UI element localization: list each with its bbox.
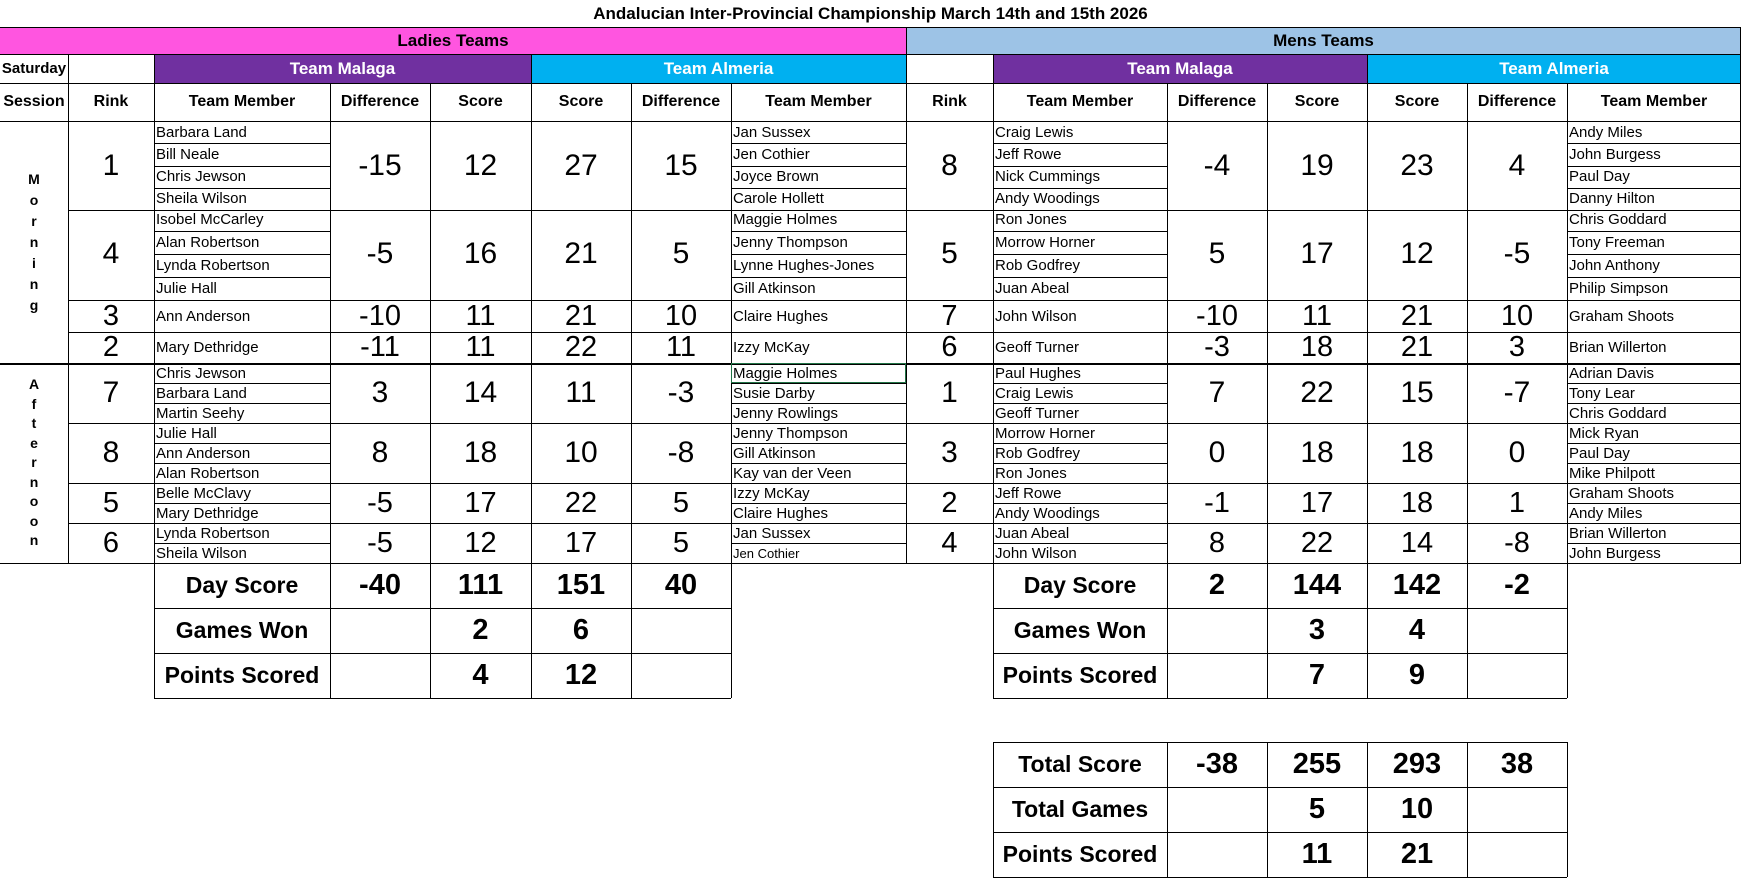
ladies-team-almeria: Team Almeria xyxy=(663,58,774,78)
grid-line xyxy=(531,563,532,698)
mens-almeria-member: Graham Shoots xyxy=(1569,484,1675,502)
mens-summary-label: Points Scored xyxy=(1002,662,1158,688)
ladies-rink-number: 2 xyxy=(102,332,120,363)
mens-summary-almeria-difference: -2 xyxy=(1504,569,1530,601)
session-letter: o xyxy=(29,493,39,510)
mens-almeria-member: Tony Lear xyxy=(1569,384,1635,402)
mens-malaga-member: Jeff Rowe xyxy=(995,484,1062,502)
ladies-almeria-score: 10 xyxy=(564,436,598,469)
mens-malaga-member: Craig Lewis xyxy=(995,123,1074,141)
mens-malaga-score: 17 xyxy=(1300,237,1334,270)
mens-almeria-member: Mick Ryan xyxy=(1569,424,1640,442)
grid-line xyxy=(993,698,1567,699)
mens-malaga-difference: 5 xyxy=(1208,237,1226,270)
ladies-malaga-member: Martin Seehy xyxy=(156,404,245,422)
mens-almeria-score: 18 xyxy=(1400,436,1434,469)
grid-line xyxy=(1567,742,1568,877)
ladies-almeria-member: Jenny Thompson xyxy=(733,234,848,251)
ladies-almeria-member: Susie Darby xyxy=(733,384,815,402)
grid-line xyxy=(0,27,1741,28)
ladies-malaga-difference: 3 xyxy=(371,376,389,409)
header-difference: Difference xyxy=(1477,93,1557,110)
session-letter: n xyxy=(29,473,39,490)
mens-malaga-member: Craig Lewis xyxy=(995,384,1074,402)
mens-almeria-difference: -8 xyxy=(1504,526,1530,559)
totals-almeria-difference xyxy=(1467,787,1567,832)
ladies-rink-number: 5 xyxy=(102,486,120,519)
ladies-summary-almeria-difference xyxy=(631,608,731,653)
mens-almeria-member: John Burgess xyxy=(1569,145,1661,163)
session-letter: i xyxy=(32,254,36,271)
session-morning xyxy=(0,121,68,363)
ladies-almeria-member: Jan Sussex xyxy=(733,123,811,141)
mens-summary-malaga-difference xyxy=(1167,608,1267,653)
ladies-malaga-difference: -5 xyxy=(366,237,394,270)
mens-almeria-member: Paul Day xyxy=(1569,444,1630,462)
totals-almeria-score: 10 xyxy=(1400,793,1434,825)
ladies-rink-number: 8 xyxy=(102,436,120,469)
session-letter: f xyxy=(31,395,37,412)
mens-almeria-member: Tony Freeman xyxy=(1569,234,1665,251)
header-rink: Rink xyxy=(932,93,967,110)
ladies-summary-almeria-score: 6 xyxy=(572,614,590,646)
session-letter: n xyxy=(29,532,39,549)
grid-line xyxy=(1567,563,1568,698)
mens-summary-malaga-difference: 2 xyxy=(1208,569,1226,601)
ladies-malaga-score: 11 xyxy=(465,332,496,363)
mens-malaga-member: Ron Jones xyxy=(995,211,1067,228)
mens-malaga-score: 17 xyxy=(1300,486,1334,519)
mens-malaga-member: Jeff Rowe xyxy=(995,145,1062,163)
grid-line xyxy=(1267,83,1268,563)
ladies-almeria-score: 11 xyxy=(565,376,597,409)
mens-almeria-member: Andy Miles xyxy=(1569,123,1643,141)
session-letter: t xyxy=(31,415,37,432)
mens-almeria-difference: 0 xyxy=(1508,436,1526,469)
grid-line xyxy=(1167,83,1168,563)
mens-malaga-member: Nick Cummings xyxy=(995,168,1101,186)
grid-line xyxy=(1567,83,1568,563)
mens-malaga-score: 11 xyxy=(1301,300,1333,332)
mens-summary-almeria-score: 142 xyxy=(1392,569,1442,601)
ladies-malaga-difference: -10 xyxy=(359,300,401,332)
ladies-almeria-score: 17 xyxy=(564,526,598,559)
ladies-malaga-score: 16 xyxy=(463,237,498,270)
ladies-malaga-score: 12 xyxy=(463,148,498,182)
ladies-malaga-score: 17 xyxy=(464,486,497,519)
ladies-almeria-member: Jenny Thompson xyxy=(733,424,848,442)
header-score: Score xyxy=(558,93,604,110)
ladies-summary-label: Games Won xyxy=(175,617,309,643)
mens-team-malaga: Team Malaga xyxy=(1127,58,1233,78)
ladies-summary-almeria-score: 151 xyxy=(556,569,606,601)
grid-line xyxy=(430,563,431,698)
day-label: Saturday xyxy=(1,60,67,77)
mens-malaga-member: Geoff Turner xyxy=(995,404,1079,422)
ladies-summary-malaga-difference xyxy=(330,653,430,698)
mens-malaga-difference: -4 xyxy=(1203,148,1231,182)
header-score: Score xyxy=(458,93,503,110)
ladies-almeria-member: Maggie Holmes xyxy=(733,364,838,382)
ladies-malaga-score: 11 xyxy=(465,300,496,332)
ladies-almeria-difference: 11 xyxy=(665,332,697,363)
ladies-almeria-score: 21 xyxy=(564,237,598,270)
session-letter: r xyxy=(31,212,37,229)
grid-line xyxy=(154,54,155,563)
grid-line xyxy=(154,563,155,698)
header-difference: Difference xyxy=(1177,93,1257,110)
session-letter: o xyxy=(29,512,39,529)
ladies-malaga-member: Mary Dethridge xyxy=(156,339,259,356)
mens-almeria-member: Mike Philpott xyxy=(1569,464,1655,482)
header-session: Session xyxy=(3,93,65,110)
ladies-almeria-member: Izzy McKay xyxy=(733,339,810,356)
mens-almeria-score: 14 xyxy=(1400,526,1434,559)
mens-almeria-score: 15 xyxy=(1400,376,1434,409)
ladies-malaga-member: Lynda Robertson xyxy=(156,524,270,542)
grid-line xyxy=(0,363,68,365)
grid-line xyxy=(993,54,994,563)
mens-almeria-member: Chris Goddard xyxy=(1569,404,1667,422)
mens-malaga-member: Rob Godfrey xyxy=(995,444,1081,462)
session-letter: g xyxy=(29,296,39,313)
ladies-malaga-member: Julie Hall xyxy=(156,424,217,442)
mens-rink-number: 3 xyxy=(941,436,958,469)
mens-rink-number: 8 xyxy=(941,148,958,182)
mens-summary-label: Games Won xyxy=(1013,617,1147,643)
ladies-malaga-member: Lynda Robertson xyxy=(156,257,270,274)
session-letter: n xyxy=(29,233,39,250)
ladies-malaga-member: Barbara Land xyxy=(156,123,247,141)
mens-malaga-score: 22 xyxy=(1300,526,1334,559)
mens-malaga-member: Juan Abeal xyxy=(995,280,1070,297)
mens-malaga-member: John Wilson xyxy=(995,544,1077,562)
grid-line xyxy=(993,877,1567,878)
mens-summary-malaga-score: 7 xyxy=(1308,659,1326,691)
page-title: Andalucian Inter-Provincial Championship March 14th and 15th 2026 xyxy=(593,3,1148,23)
session-letter: r xyxy=(31,454,37,471)
mens-almeria-score: 21 xyxy=(1400,332,1434,363)
grid-line xyxy=(1467,742,1468,877)
totals-malaga-difference xyxy=(1167,832,1267,877)
selected-cell-outline[interactable] xyxy=(731,363,906,383)
mens-rink-number: 6 xyxy=(941,332,958,363)
ladies-malaga-member: Sheila Wilson xyxy=(156,544,247,562)
grid-line xyxy=(1467,563,1468,698)
mens-summary-label: Day Score xyxy=(1023,572,1137,598)
mens-summary-almeria-difference xyxy=(1467,653,1567,698)
ladies-rink-number: 3 xyxy=(102,300,120,332)
ladies-rink-number: 6 xyxy=(102,526,120,559)
ladies-almeria-member: Jenny Rowlings xyxy=(733,404,839,422)
mens-almeria-member: Adrian Davis xyxy=(1569,364,1655,382)
grid-line xyxy=(330,563,331,698)
mens-rink-number: 5 xyxy=(941,237,958,270)
grid-line xyxy=(330,83,331,563)
ladies-malaga-member: Sheila Wilson xyxy=(156,190,247,208)
mens-almeria-difference: 4 xyxy=(1508,148,1526,182)
mens-malaga-difference: 7 xyxy=(1208,376,1226,409)
mens-summary-almeria-difference xyxy=(1467,608,1567,653)
ladies-almeria-member: Claire Hughes xyxy=(733,307,829,325)
ladies-malaga-score: 18 xyxy=(463,436,498,469)
grid-line xyxy=(631,563,632,698)
ladies-malaga-score: 14 xyxy=(463,376,498,409)
mens-malaga-member: John Wilson xyxy=(995,307,1077,325)
session-letter: e xyxy=(30,434,38,451)
ladies-summary-malaga-difference: -40 xyxy=(359,569,401,601)
ladies-almeria-member: Jen Cothier xyxy=(733,545,800,561)
totals-malaga-score: 11 xyxy=(1301,838,1333,870)
ladies-almeria-score: 22 xyxy=(564,332,598,363)
mens-almeria-member: Danny Hilton xyxy=(1569,190,1655,208)
mens-malaga-member: Juan Abeal xyxy=(995,524,1070,542)
ladies-almeria-member: Gill Atkinson xyxy=(733,280,816,297)
totals-label: Total Score xyxy=(1018,751,1142,777)
grid-line xyxy=(1167,563,1168,698)
mens-malaga-difference: 8 xyxy=(1208,526,1226,559)
mens-almeria-member: Philip Simpson xyxy=(1569,280,1669,297)
mens-summary-malaga-score: 144 xyxy=(1292,569,1342,601)
grid-line xyxy=(1167,742,1168,877)
mens-malaga-score: 18 xyxy=(1300,332,1334,363)
totals-malaga-score: 255 xyxy=(1292,748,1342,780)
totals-almeria-score: 21 xyxy=(1400,838,1434,870)
grid-line xyxy=(906,27,907,563)
ladies-almeria-member: Carole Hollett xyxy=(733,190,824,208)
ladies-almeria-member: Claire Hughes xyxy=(733,504,829,522)
grid-line xyxy=(0,83,1741,84)
ladies-almeria-difference: 10 xyxy=(664,300,698,332)
mens-almeria-score: 23 xyxy=(1400,148,1434,182)
mens-almeria-score: 21 xyxy=(1400,300,1434,332)
mens-malaga-member: Andy Woodings xyxy=(995,504,1100,522)
grid-line xyxy=(1367,54,1368,563)
totals-almeria-score: 293 xyxy=(1392,748,1442,780)
mens-rink-number: 2 xyxy=(941,486,958,519)
totals-malaga-score: 5 xyxy=(1308,793,1326,825)
grid-line xyxy=(0,121,1741,122)
ladies-summary-malaga-difference xyxy=(330,608,430,653)
ladies-almeria-member: Gill Atkinson xyxy=(733,444,816,462)
grid-line xyxy=(1267,563,1268,698)
ladies-malaga-member: Isobel McCarley xyxy=(156,211,264,228)
mens-malaga-score: 18 xyxy=(1300,436,1334,469)
grid-line xyxy=(731,563,732,698)
mens-rink-number: 1 xyxy=(941,376,958,409)
grid-line xyxy=(68,54,69,563)
grid-line xyxy=(430,83,431,563)
mens-malaga-member: Geoff Turner xyxy=(995,339,1079,356)
ladies-almeria-member: Kay van der Veen xyxy=(733,464,852,482)
ladies-malaga-member: Bill Neale xyxy=(156,145,220,163)
grid-line xyxy=(631,83,632,563)
grid-line xyxy=(1267,742,1268,877)
mens-almeria-member: Andy Miles xyxy=(1569,504,1643,522)
ladies-almeria-difference: -3 xyxy=(667,376,695,409)
ladies-almeria-difference: 5 xyxy=(672,237,690,270)
grid-line xyxy=(1367,563,1368,698)
mens-rink-number: 4 xyxy=(941,526,958,559)
totals-almeria-difference xyxy=(1467,832,1567,877)
mens-almeria-score: 18 xyxy=(1400,486,1434,519)
ladies-almeria-member: Joyce Brown xyxy=(733,168,819,186)
header-member: Team Member xyxy=(765,93,872,110)
ladies-malaga-member: Chris Jewson xyxy=(156,168,247,186)
ladies-almeria-difference: -8 xyxy=(667,436,695,469)
header-score: Score xyxy=(1394,93,1440,110)
session-afternoon xyxy=(0,363,68,563)
grid-line xyxy=(731,83,732,563)
totals-label: Total Games xyxy=(1011,796,1149,822)
grid-line xyxy=(1740,27,1741,563)
mens-almeria-difference: 10 xyxy=(1500,300,1534,332)
ladies-malaga-difference: -11 xyxy=(360,332,400,363)
mens-almeria-member: Paul Day xyxy=(1569,168,1630,186)
ladies-rink-number: 7 xyxy=(102,376,120,409)
session-letter: o xyxy=(29,191,39,208)
ladies-malaga-member: Mary Dethridge xyxy=(156,504,259,522)
ladies-summary-almeria-score: 12 xyxy=(564,659,598,691)
mens-malaga-difference: -10 xyxy=(1196,300,1238,332)
ladies-malaga-member: Chris Jewson xyxy=(156,364,247,382)
ladies-rink-number: 1 xyxy=(102,148,120,182)
ladies-malaga-difference: -5 xyxy=(367,486,393,519)
ladies-summary-malaga-score: 2 xyxy=(472,614,489,646)
ladies-almeria-member: Maggie Holmes xyxy=(733,211,838,228)
ladies-malaga-score: 12 xyxy=(464,526,497,559)
header-rink: Rink xyxy=(93,93,129,110)
grid-line xyxy=(1467,83,1468,563)
ladies-malaga-member: Julie Hall xyxy=(156,280,217,297)
mens-almeria-member: Brian Willerton xyxy=(1569,524,1667,542)
mens-teams-header: Mens Teams xyxy=(1273,30,1374,50)
mens-malaga-score: 19 xyxy=(1300,148,1334,182)
header-member: Team Member xyxy=(1600,93,1708,110)
grid-line xyxy=(1367,742,1368,877)
ladies-rink-number: 4 xyxy=(102,237,120,270)
mens-almeria-difference: -5 xyxy=(1503,237,1531,270)
totals-malaga-difference xyxy=(1167,787,1267,832)
ladies-almeria-member: Izzy McKay xyxy=(733,484,810,502)
mens-malaga-member: Morrow Horner xyxy=(995,424,1096,442)
mens-team-almeria: Team Almeria xyxy=(1499,58,1609,78)
grid-line xyxy=(0,54,1741,55)
header-member: Team Member xyxy=(1026,93,1134,110)
ladies-almeria-score: 22 xyxy=(564,486,598,519)
session-letter: M xyxy=(28,170,40,187)
header-difference: Difference xyxy=(340,93,420,110)
mens-almeria-member: John Burgess xyxy=(1569,544,1661,562)
ladies-summary-almeria-difference xyxy=(631,653,731,698)
ladies-teams-header: Ladies Teams xyxy=(397,30,509,50)
ladies-almeria-member: Jen Cothier xyxy=(733,145,810,163)
totals-malaga-difference: -38 xyxy=(1196,748,1238,780)
mens-rink-number: 7 xyxy=(941,300,958,332)
session-letter: n xyxy=(29,275,39,292)
mens-summary-almeria-score: 4 xyxy=(1408,614,1426,646)
header-member: Team Member xyxy=(188,93,296,110)
mens-malaga-difference: -3 xyxy=(1204,332,1230,363)
mens-almeria-difference: 3 xyxy=(1508,332,1526,363)
header-difference: Difference xyxy=(641,93,721,110)
ladies-summary-label: Day Score xyxy=(185,572,299,598)
grid-line xyxy=(993,563,994,698)
grid-line xyxy=(154,698,731,699)
mens-almeria-member: Chris Goddard xyxy=(1569,211,1667,228)
session-letter: A xyxy=(28,376,40,393)
mens-malaga-member: Rob Godfrey xyxy=(995,257,1081,274)
ladies-almeria-member: Jan Sussex xyxy=(733,524,811,542)
ladies-malaga-member: Alan Robertson xyxy=(156,464,260,482)
mens-summary-malaga-difference xyxy=(1167,653,1267,698)
ladies-almeria-difference: 15 xyxy=(664,148,698,182)
ladies-malaga-difference: 8 xyxy=(371,436,389,469)
grid-line xyxy=(531,54,532,563)
mens-almeria-score: 12 xyxy=(1400,237,1434,270)
ladies-malaga-member: Ann Anderson xyxy=(156,444,251,462)
ladies-summary-almeria-difference: 40 xyxy=(664,569,698,601)
ladies-summary-label: Points Scored xyxy=(164,662,320,688)
mens-almeria-difference: 1 xyxy=(1508,486,1526,519)
mens-malaga-difference: -1 xyxy=(1204,486,1230,519)
mens-malaga-member: Andy Woodings xyxy=(995,190,1100,208)
mens-malaga-score: 22 xyxy=(1300,376,1334,409)
mens-almeria-difference: -7 xyxy=(1503,376,1531,409)
mens-almeria-member: John Anthony xyxy=(1569,257,1660,274)
ladies-almeria-member: Lynne Hughes-Jones xyxy=(733,257,875,274)
header-score: Score xyxy=(1294,93,1340,110)
totals-label: Points Scored xyxy=(1002,841,1158,867)
ladies-almeria-score: 27 xyxy=(564,148,598,182)
totals-almeria-difference: 38 xyxy=(1500,748,1534,780)
ladies-malaga-member: Alan Robertson xyxy=(156,234,260,251)
mens-malaga-member: Ron Jones xyxy=(995,464,1067,482)
ladies-summary-malaga-score: 4 xyxy=(472,659,489,691)
ladies-summary-malaga-score: 111 xyxy=(457,569,504,601)
ladies-almeria-difference: 5 xyxy=(672,526,690,559)
ladies-malaga-difference: -15 xyxy=(358,148,402,182)
grid-line xyxy=(993,742,994,877)
ladies-team-malaga: Team Malaga xyxy=(289,58,396,78)
ladies-almeria-difference: 5 xyxy=(672,486,690,519)
ladies-malaga-member: Belle McClavy xyxy=(156,484,252,502)
mens-malaga-difference: 0 xyxy=(1208,436,1226,469)
ladies-malaga-member: Barbara Land xyxy=(156,384,247,402)
mens-malaga-member: Morrow Horner xyxy=(995,234,1096,251)
mens-summary-almeria-score: 9 xyxy=(1408,659,1426,691)
mens-malaga-member: Paul Hughes xyxy=(995,364,1081,382)
mens-almeria-member: Brian Willerton xyxy=(1569,339,1667,356)
ladies-almeria-score: 21 xyxy=(564,300,598,332)
mens-almeria-member: Graham Shoots xyxy=(1569,307,1675,325)
mens-summary-malaga-score: 3 xyxy=(1308,614,1326,646)
ladies-malaga-difference: -5 xyxy=(367,526,393,559)
ladies-malaga-member: Ann Anderson xyxy=(156,307,251,325)
